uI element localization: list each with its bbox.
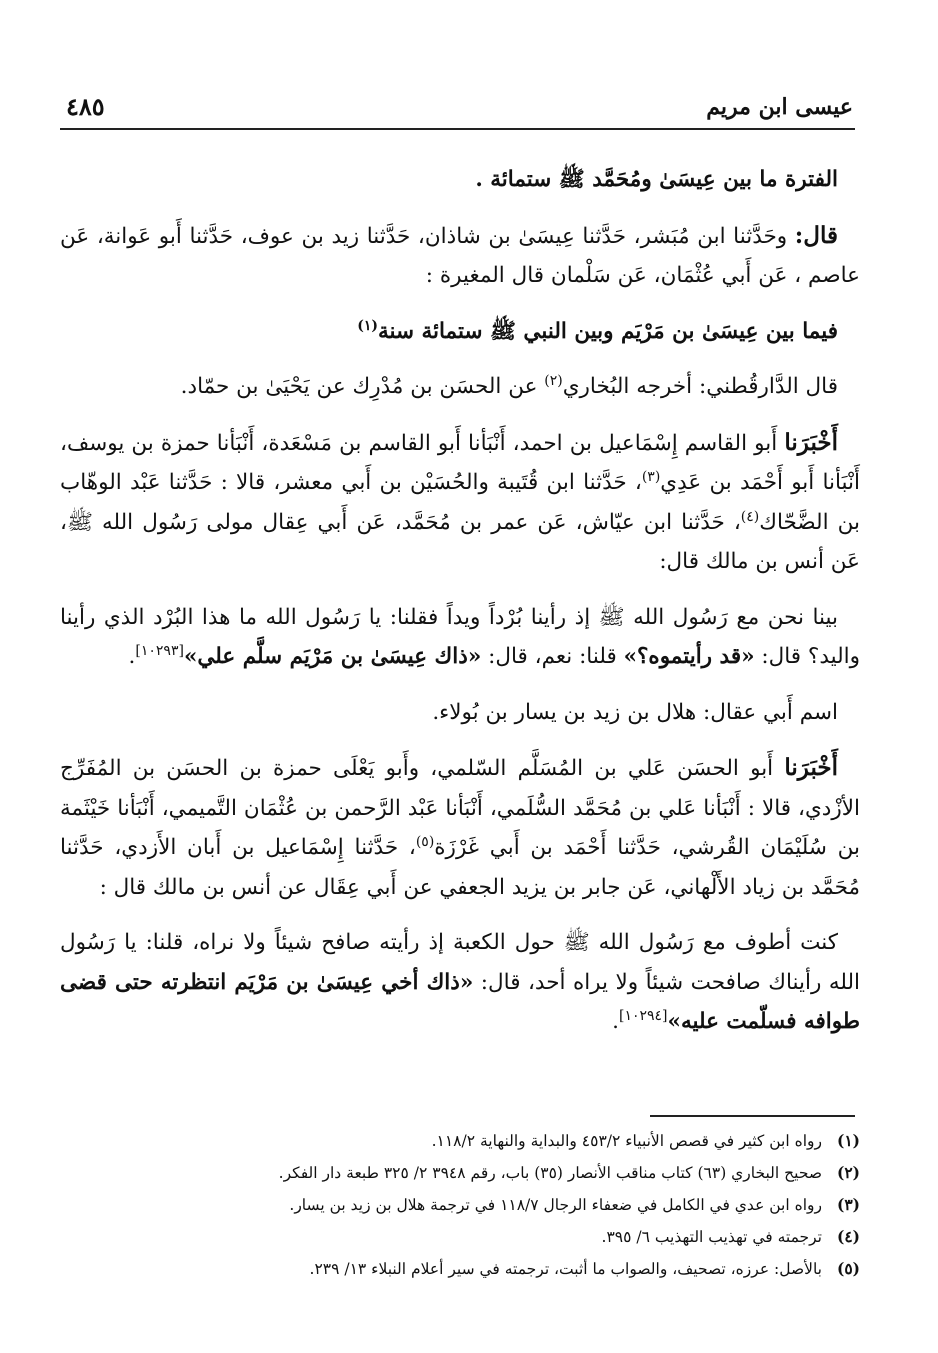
footnote-ref-1[interactable]: (١) <box>357 317 378 334</box>
paragraph-3 <box>60 312 860 352</box>
paragraph-8-lead: أَخْبَرَنا <box>784 754 838 781</box>
footnote-rule <box>650 1115 855 1117</box>
footnote-5-number: (٥) <box>836 1259 860 1278</box>
page-number: ٤٨٥ <box>66 92 105 121</box>
paragraph-2-text: وحَدَّثنا ابن مُبَشر، حَدَّثنا عِيسَىٰ بن شاذان، حَدَّثنا زيد بن عوف، حَدَّثنا أَبو عَوانة، عَن عاصم ، عَن أَبي عُثْمَان، عَن سَلْمان قال المغيرة : <box>60 223 860 288</box>
footnote-2-text: صحيح البخاري (٦٣) كتاب مناقب الأنصار (٣٥) باب، رقم ٣٩٤٨ ٢/ ٣٢٥ طبعة دار الفكر. <box>278 1164 822 1182</box>
footnote-4-number: (٤) <box>836 1227 860 1246</box>
hadith-number-10293: [١٠٢٩٣] <box>135 642 184 659</box>
footnote-1 <box>60 1125 860 1157</box>
paragraph-4-text-b: عن الحسَن بن مُدْرِك عن يَحْيَىٰ بن حمّاد. <box>180 374 545 399</box>
paragraph-2 <box>60 216 860 296</box>
paragraph-5 <box>60 423 860 582</box>
paragraph-9-text: كنت أطوف مع رَسُول الله ﷺ حول الكعبة إذ رأيته صافح شيئاً ولا نراه، قلنا: يا رَسُول الله رأيناك صافحت شيئاً ولا يراه أحد، قال: <box>60 930 860 995</box>
paragraph-4 <box>60 367 860 407</box>
paragraph-9-quote: «ذاك أخي عِيسَىٰ بن مَرْيَم انتظرته حتى قضى طوافه فسلّمت عليه» <box>60 969 860 1034</box>
paragraph-6-quote-b: «ذاك عِيسَىٰ بن مَرْيَم سلَّم علي» <box>183 644 482 669</box>
footnote-2 <box>60 1157 860 1189</box>
footnote-1-number: (١) <box>836 1131 860 1150</box>
running-title: عيسى ابن مريم <box>706 94 853 120</box>
paragraph-5-lead: أَخْبَرَنا <box>784 428 838 456</box>
footnote-ref-4[interactable]: (٤) <box>740 508 760 525</box>
footnote-3-number: (٣) <box>836 1195 860 1214</box>
paragraph-7 <box>60 693 860 733</box>
footnote-3-text: رواه ابن عدي في الكامل في ضعفاء الرجال ١١٨/٧ في ترجمة هلال بن زيد بن يسار. <box>289 1196 822 1214</box>
paragraph-1-text: الفترة ما بين عِيسَىٰ ومُحَمَّد ﷺ ستمائة . <box>475 167 838 192</box>
paragraph-1 <box>60 160 860 200</box>
footnote-5-text: بالأصل: عرزه، تصحيف، والصواب ما أثبت، ترجمته في سير أعلام النبلاء ١٣/ ٢٣٩. <box>309 1260 822 1278</box>
hadith-number-10294: [١٠٢٩٤] <box>618 1007 668 1024</box>
main-text <box>60 160 860 1058</box>
footnote-4 <box>60 1221 860 1253</box>
page-header <box>60 90 855 130</box>
paragraph-5-text-a: أَبو القاسم إِسْمَاعيل بن احمد، أَنْبَأنا أَبو القاسم بن مَسْعَدة، أَنْبَأنا حمزة بن يوسف، أَنْبَأنا أَبو أَحْمَد بن عَدِي <box>60 430 860 495</box>
footnote-4-text: ترجمته في تهذيب التهذيب ٦/ ٣٩٥. <box>601 1228 822 1246</box>
paragraph-5-text-b: ، حَدَّثنا ابن قُتَيبة والحُسَيْن بن أَبي معشر، قالا : حَدَّثنا عَبْد الوهّاب بن الضَّحّاك <box>60 470 860 535</box>
header-rule <box>60 128 855 130</box>
paragraph-9-end: . <box>612 1009 619 1034</box>
paragraph-8-text-a: أَبو الحسَن عَلي بن المُسَلَّم السّلمي، وأَبو يَعْلَى حمزة بن الحسَن بن المُفَرِّج الأزْدي، قالا : أَنْبَأنا عَلي بن مُحَمَّد السُّلَمي، أَنْبَأنا عَبْد الرَّحمن بن عُثْمَان التَّميمي، أَنْبَأنا خَيْثَمة بن سُلَيْمَان القُرشي، حَدَّثنا أَحْمَد بن أَبي غَرْزَة <box>60 756 860 860</box>
paragraph-6-end: . <box>128 644 136 669</box>
footnotes <box>60 1125 860 1285</box>
paragraph-6 <box>60 598 860 677</box>
paragraph-5-text-c: ، حَدَّثنا ابن عيّاش، عَن عمر بن مُحَمَّد، عَن أَبي عِقال مولى رَسُول الله ﷺ، عَن أنس بن مالك قال: <box>60 509 860 574</box>
paragraph-7-text: اسم أَبي عقال: هلال بن زيد بن يسار بن بُولاء. <box>432 699 838 725</box>
footnote-2-number: (٢) <box>836 1163 860 1182</box>
footnote-3 <box>60 1189 860 1221</box>
paragraph-9 <box>60 923 860 1042</box>
footnote-ref-5[interactable]: (٥) <box>415 833 435 850</box>
footnote-5 <box>60 1253 860 1285</box>
paragraph-2-lead: قال: <box>794 221 838 249</box>
paragraph-8 <box>60 748 860 907</box>
footnote-1-text: رواه ابن كثير في قصص الأنبياء ٤٥٣/٢ والبداية والنهاية ١١٨/٢. <box>431 1132 822 1150</box>
paragraph-6-quote-a: «قد رأيتموه؟» <box>623 644 755 669</box>
paragraph-3-text: فيما بين عِيسَىٰ بن مَرْيَم وبين النبي ﷺ ستمائة سنة <box>377 318 838 344</box>
paragraph-6-text-b: قلنا: نعم، قال: <box>481 644 624 669</box>
paragraph-4-text-a: قال الدَّارقُطني: أخرجه البُخاري <box>562 374 838 399</box>
footnote-ref-3[interactable]: (٣) <box>641 468 661 485</box>
footnote-ref-2[interactable]: (٢) <box>544 372 563 389</box>
paragraph-8-text-b: ، حَدَّثنا إِسْمَاعيل بن أَبان الأَزدي، حَدَّثنا مُحَمَّد بن زياد الأَلْهاني، عَن جابر بن يزيد الجعفي عن أَبي عِقَال عن أنس بن مالك قال : <box>60 835 860 900</box>
paragraph-6-text-a: بينا نحن مع رَسُول الله ﷺ إذ رأينا بُرْداً ويداً فقلنا: يا رَسُول الله ما هذا البُرْد الذي رأينا واليد؟ قال: <box>60 604 860 669</box>
